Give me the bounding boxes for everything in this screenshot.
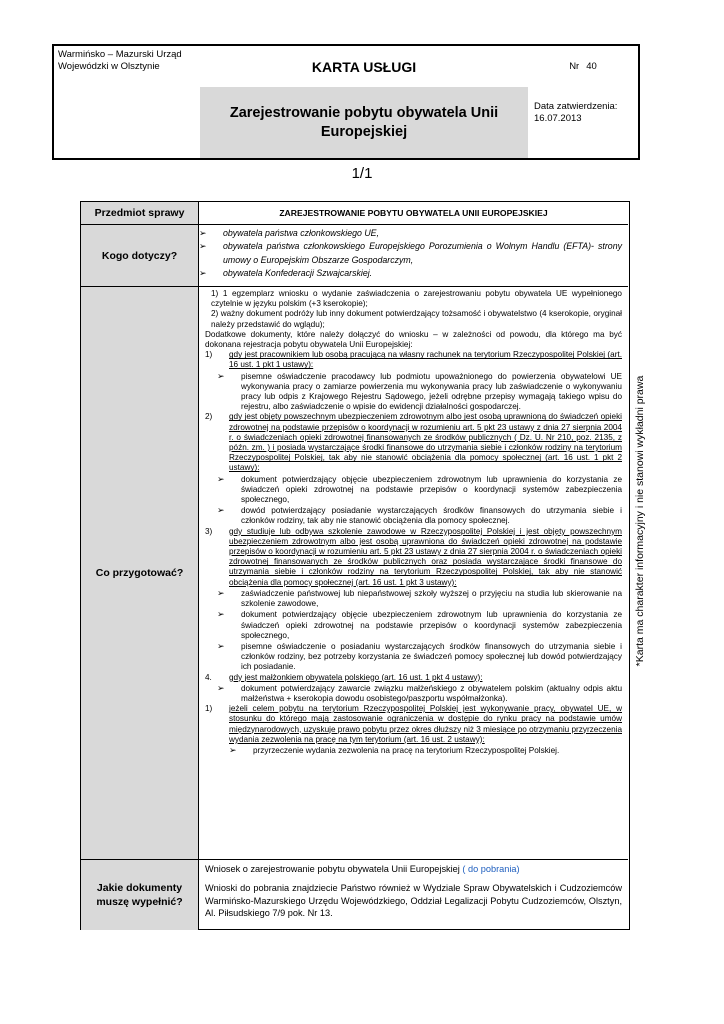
card-number-value: 40 [586,61,597,72]
arrow-bullet-icon: ➢ [217,473,225,484]
row-value-prepare [199,287,628,859]
download-link[interactable]: ( do pobrania) [462,864,520,874]
service-title: Zarejestrowanie pobytu obywatela Unii Europejskiej [200,87,528,158]
page-number: 1/1 [351,165,373,182]
card-label: KARTA USŁUGI [311,58,417,75]
arrow-bullet-icon: ➢ [199,228,207,238]
approval-date-value: 16.07.2013 [534,113,582,124]
row-who [81,225,628,287]
case-subitem: ➢ dokument potwierdzający zawarcie związku małżeńskiego z obywatelem polskim (aktualny odpis aktu małżeństwa + kserokopia dowodu osobistego/paszportu współmałżonka). [217,682,622,703]
row-subject [81,202,628,225]
form-name: Wniosek o zarejestrowanie pobytu obywatela Unii Europejskiej ( do pobrania) [205,864,520,874]
row-label-who: Kogo dotyczy? [81,225,199,286]
arrow-bullet-icon: ➢ [217,505,225,516]
arrow-bullet-icon: ➢ [217,640,225,651]
card-number-label: Nr [569,61,580,72]
row-value-who [199,225,628,286]
approval-date [528,87,638,158]
list-item: ➢ obywatela Konfederacji Szwajcarskiej. [205,267,622,280]
case-subitem: ➢ przyrzeczenie wydania zezwolenia na pracę na terytorium Rzeczypospolitej Polskiej. [229,744,560,755]
case-subitem: ➢ dowód potwierdzający posiadanie wystarczających środków finansowych do utrzymania siebie i członków rodziny, tak aby nie stanowić obciążenia dla pomocy społecznej. [217,505,622,526]
card-header [52,44,640,160]
arrow-bullet-icon: ➢ [199,241,207,252]
service-table [80,201,630,930]
side-note [633,356,647,686]
row-value-subject: ZAREJESTROWANIE POBYTU OBYWATELA UNII EUROPEJSKIEJ [279,207,548,218]
office-line-2: Wojewódzki w Olsztynie [58,61,160,72]
arrow-bullet-icon: ➢ [217,370,225,381]
office-line-1: Warmińsko – Mazurski Urząd [58,49,182,60]
arrow-bullet-icon: ➢ [217,609,225,620]
case-subitem: ➢ dokument potwierdzający objęcie ubezpieczeniem zdrowotnym lub uprawnienia do korzystania ze świadczeń opieki zdrowotnej na podstawie przepisów o koordynacji systemów zabezpieczenia społecznego, [217,473,622,505]
row-label-documents: Jakie dokumenty muszę wypełnić? [81,860,199,930]
card-number [528,46,638,87]
arrow-bullet-icon: ➢ [229,744,237,755]
case-item: 1) gdy jest pracownikiem lub osobą pracującą na własny rachunek na terytorium Rzeczypospolitej Polskiej (art. 16 ust. 1 pkt 1 ustawy): [205,350,622,370]
documents-info: Wnioski do pobrania znajdziecie Państwo również w Wydziale Spraw Obywatelskich i Cudzoziemców Warmińsko-Mazurskiego Urzędu Wojewódzkiego, Oddział Legalizacji Pobytu Cudzoziemców, Olsztyn, Al. Piłsudskiego 7/9 pok. Nr 13. [205,882,622,919]
list-item: ➢ obywatela państwa członkowskiego UE, [205,227,622,240]
arrow-bullet-icon: ➢ [199,268,207,279]
case-item: 1) jeżeli celem pobytu na terytorium Rzeczypospolitej Polskiej jest wykonywanie pracy, obywatel UE, w stosunku do którego mają zastosowanie ograniczenia w dostępie do rynku pracy na podstawie umów międzynarodowych, uzyskuje prawo pobytu przez okres dłuższy niż 3 miesiące po otrzymaniu przyrzeczenia wydania zezwolenia na pracę na tym terytorium (art. 16 ust. 2 ustawy): [205,704,622,744]
approval-date-label: Data zatwierdzenia: [534,101,618,112]
arrow-bullet-icon: ➢ [217,587,225,598]
case-subitem: ➢ pisemne oświadczenie pracodawcy lub podmiotu upoważnionego do powierzenia obywatelowi UE wykonywania pracy o zamiarze powierzenia mu wykonywania pracy lub zaświadczenie o wykonywaniu pracy lub odpis z Krajowego Rejestru Sądowego, jeżeli odrębne przepisy wymagają takiego wpisu do rejestru, albo zaświadczenie o wpisie do ewidencji działalności gospodarczej. [217,370,622,412]
case-item: 4. gdy jest małżonkiem obywatela polskiego (art. 16 ust. 1 pkt 4 ustawy): [205,672,483,682]
header-blank-cell [54,87,200,158]
row-label-subject: Przedmiot sprawy [81,202,199,224]
row-documents [81,860,628,930]
requirement-intro: Dodatkowe dokumenty, które należy dołączyć do wniosku – w zależności od powodu, dla którego ma być dokonana rejestracja pobytu obywatela Unii Europejskiej: [205,329,622,350]
office-name [54,46,200,87]
side-note-text: *Karta ma charakter informacyjny i nie stanowi wykładni prawa [634,375,646,667]
requirement-item: 2) ważny dokument podróży lub inny dokument potwierdzający tożsamość i obywatelstwo (4 kserokopie, oryginał należy przedstawić do wglądu); [211,309,622,329]
case-item: 3) gdy studiuje lub odbywa szkolenie zawodowe w Rzeczypospolitej Polskiej i jest objęty powszechnym ubezpieczeniem zdrowotnym albo jest osobą uprawniona do świadczeń opieki zdrowotnej na podstawie przepisów o koordynacji w rozumieniu art. 5 pkt 23 ustawy z dnia 27 sierpnia 2004 r. o świadczeniach opieki zdrowotnej finansowanych ze środków publicznych oraz posiada wystarczające środki finansowe do utrzymania siebie i członków rodziny na terytorium Rzeczypospolitej Polskiej, tak aby nie stanowić obciążenia dla pomocy społecznej (art. 16 ust. 1 pkt 3 ustawy): [205,526,622,587]
case-subitem: ➢ dokument potwierdzający objęcie ubezpieczeniem zdrowotnym lub uprawnienia do korzystania ze świadczeń opieki zdrowotnej na podstawie przepisów o koordynacji systemów zabezpieczenia społecznego, [217,609,622,640]
row-label-prepare: Co przygotować? [81,287,199,859]
case-subitem: ➢ pisemne oświadczenie o posiadaniu wystarczających środków finansowych do utrzymania siebie i członków rodziny, bez potrzeby korzystania ze świadczeń pomocy społecznej lub dowód potwierdzający ich posiadanie. [217,640,622,672]
requirement-item: 1) 1 egzemplarz wniosku o wydanie zaświadczenia o zarejestrowaniu pobytu obywatela UE wypełnionego czytelnie w języku polskim (+3 kserokopie); [211,289,622,309]
row-value-documents [199,860,628,930]
row-prepare [81,287,628,860]
case-item: 2) gdy jest objęty powszechnym ubezpieczeniem zdrowotnym albo jest osobą uprawnioną do świadczeń opieki zdrowotnej na podstawie przepisów o koordynacji w rozumieniu art. 5 pkt 23 ustawy z dnia 27 sierpnia 2004 r. o świadczeniach opieki zdrowotnej finansowanych ze środków publicznych ( Dz. U. Nr 210, poz. 2135, z późn. zm. ) i posiada wystarczające środki finansowe do utrzymania siebie i członków rodziny na terytorium Rzeczypospolitej Polskiej, tak aby nie stanowić obciążenia dla pomocy społecznej (art. 16 ust. 1 pkt 2 ustawy): [205,412,622,473]
case-subitem: ➢ zaświadczenie państwowej lub niepaństwowej szkoły wyższej o przyjęciu na studia lub skierowanie na szkolenie zawodowe, [217,587,622,609]
arrow-bullet-icon: ➢ [217,682,225,693]
list-item: ➢ obywatela państwa członkowskiego Europejskiego Porozumienia o Wolnym Handlu (EFTA)- strony umowy o Europejskim Obszarze Gospodarczym, [199,241,622,265]
